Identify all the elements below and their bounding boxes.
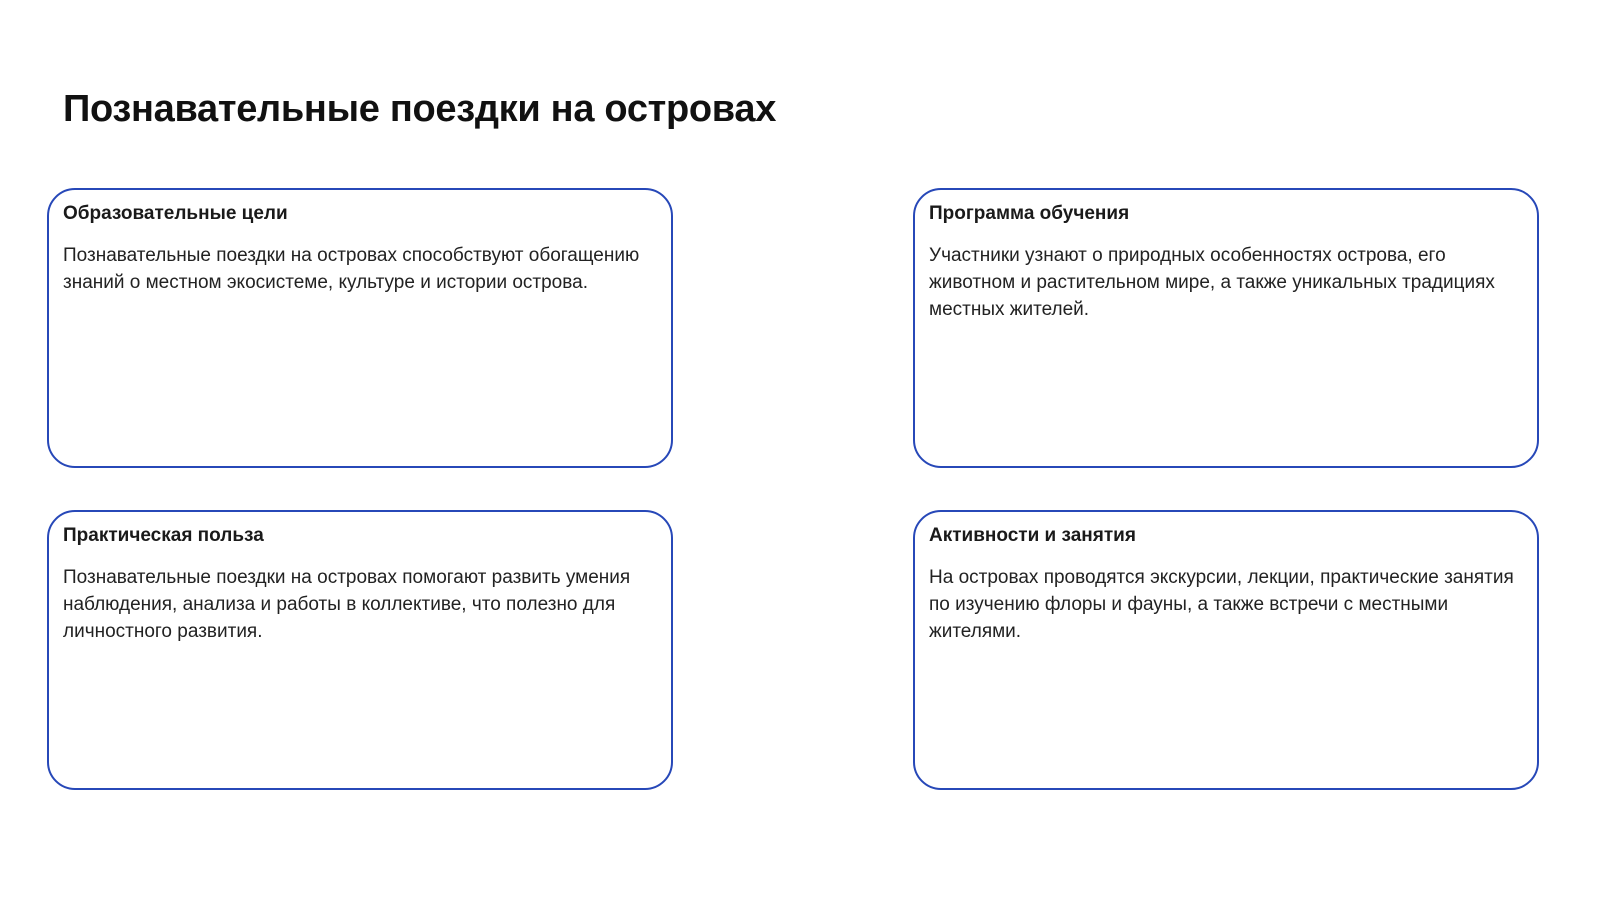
card-title: Образовательные цели bbox=[63, 203, 288, 224]
card-title: Активности и занятия bbox=[929, 525, 1136, 546]
card-title: Программа обучения bbox=[929, 203, 1130, 224]
card-practical-benefit bbox=[47, 510, 673, 790]
card-text: Участники узнают о природных особенностях острова, его животном и растительном мире, а также уникальных традициях местных жителей. bbox=[929, 245, 1495, 320]
card-activities bbox=[913, 510, 1539, 790]
card-text: Познавательные поездки на островах способствуют обогащению знаний о местном экосистеме, культуре и истории острова. bbox=[63, 245, 640, 293]
card-text: Познавательные поездки на островах помогают развить умения наблюдения, анализа и работы в коллективе, что полезно для личностного развития. bbox=[63, 567, 631, 642]
card-text: На островах проводятся экскурсии, лекции, практические занятия по изучению флоры и фауны, а также встречи с местными жителями. bbox=[929, 567, 1514, 642]
card-educational-goals bbox=[47, 188, 673, 468]
card-learning-program bbox=[913, 188, 1539, 468]
card-title: Практическая польза bbox=[63, 525, 264, 546]
page-title: Познавательные поездки на островах bbox=[63, 88, 777, 130]
